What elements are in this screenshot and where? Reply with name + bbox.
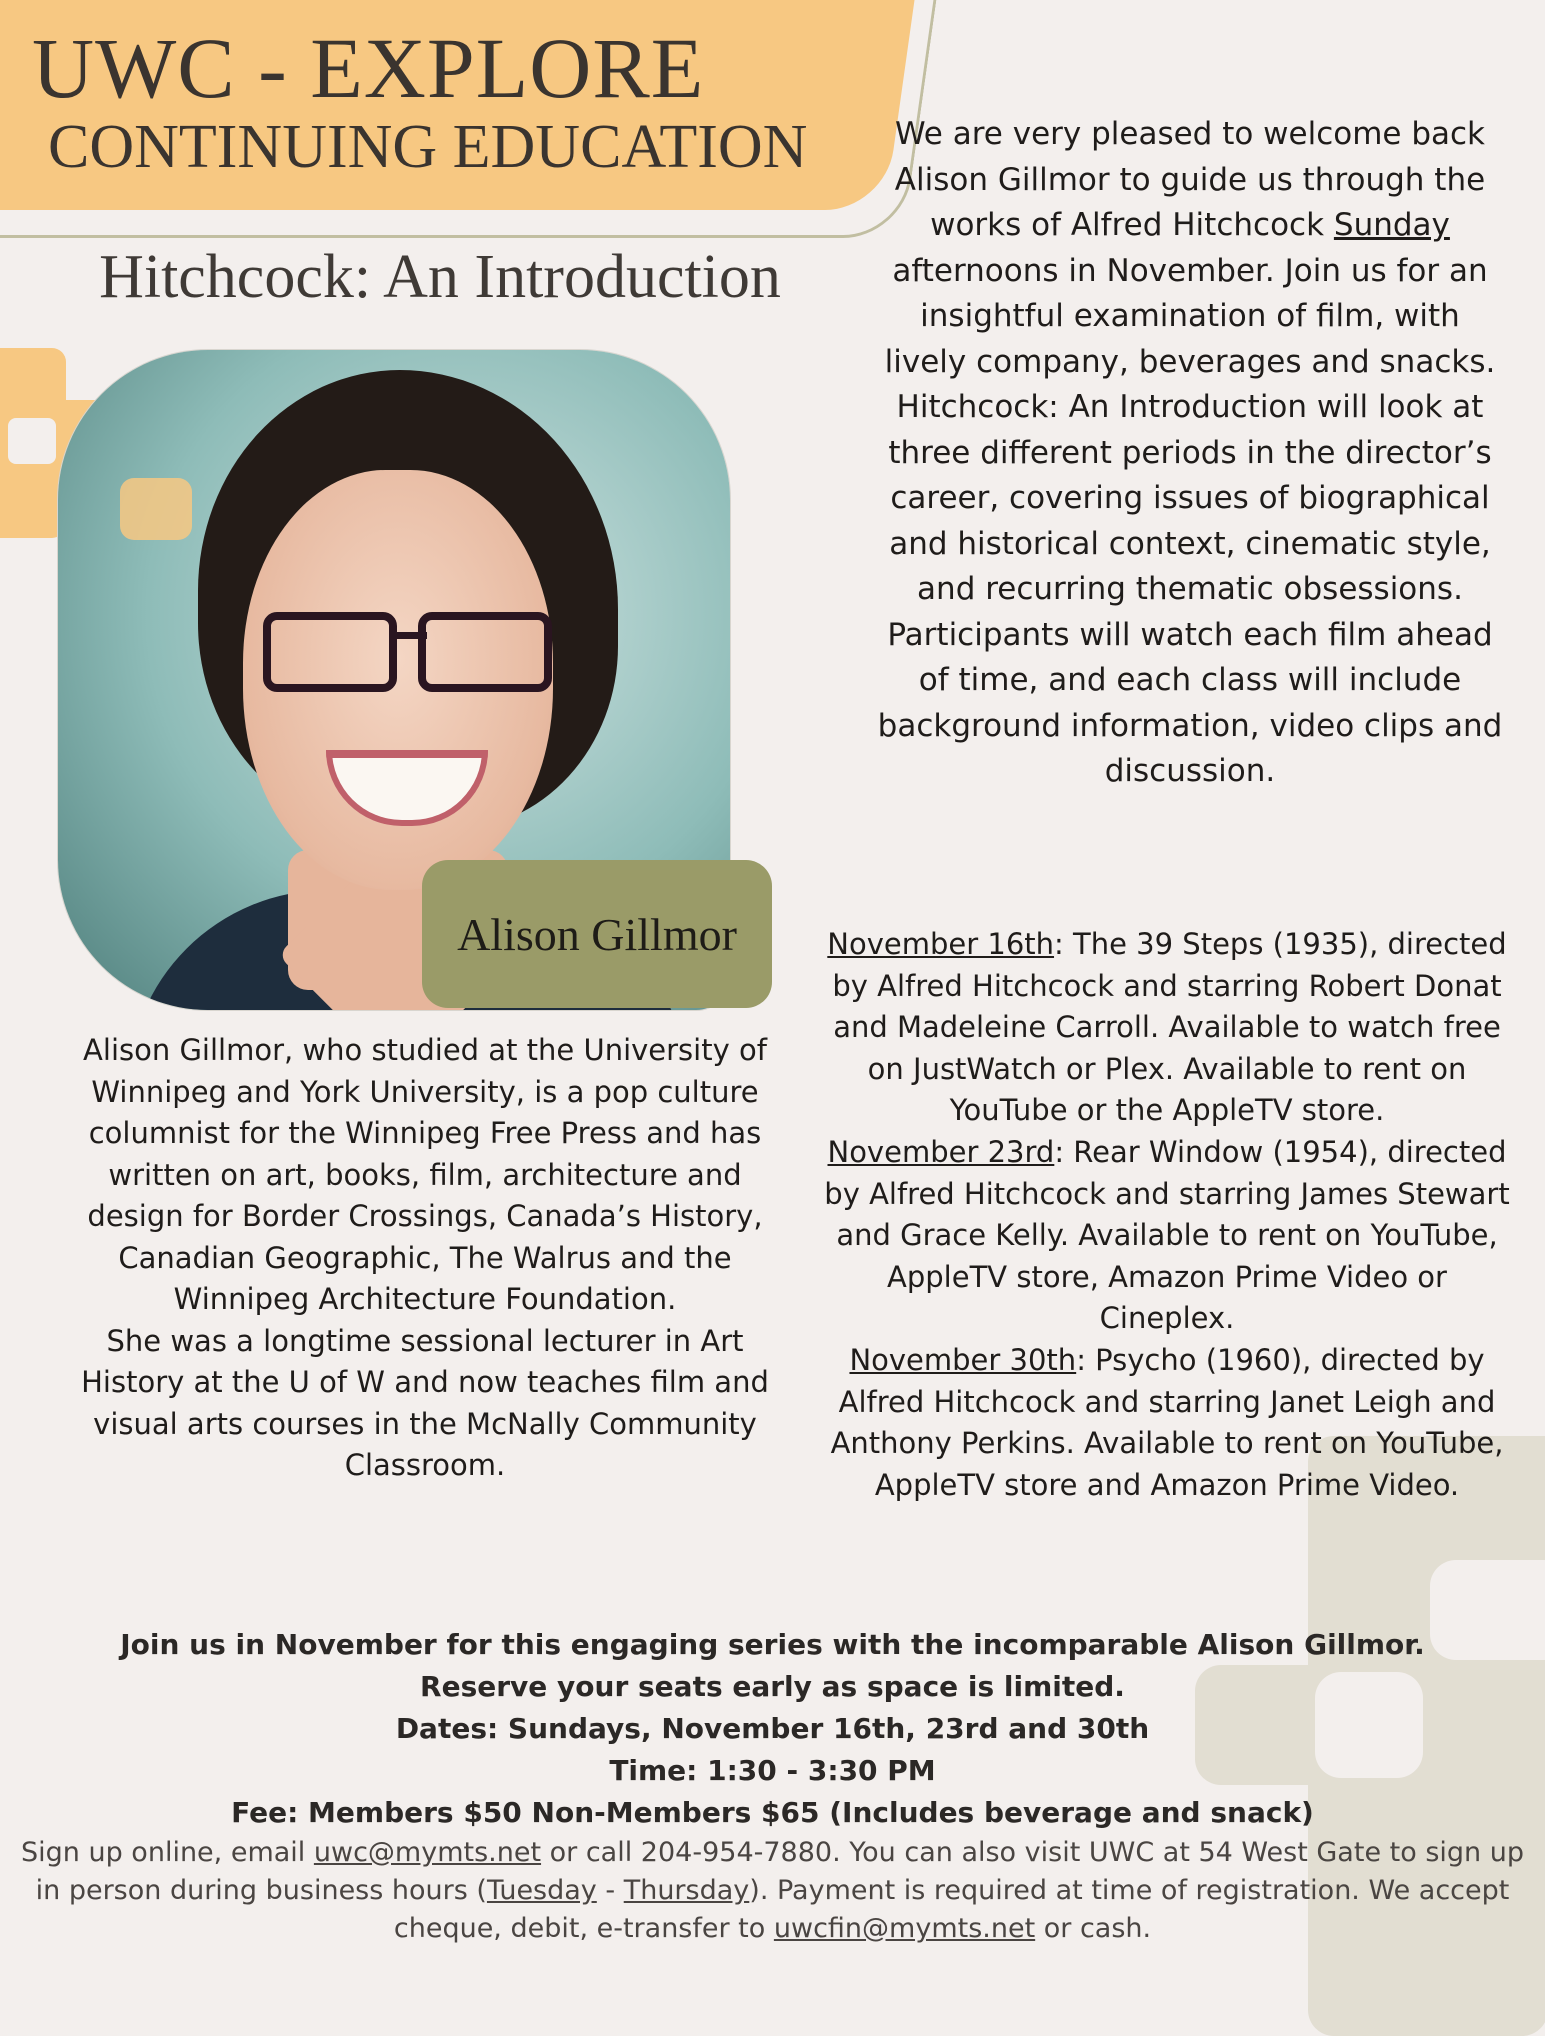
dates-line: Dates: Sundays, November 16th, 23rd and 30th [395, 1712, 1150, 1745]
instructor-name-tag: Alison Gillmor [422, 860, 772, 1008]
schedule-date: November 23rd [827, 1134, 1055, 1169]
etransfer-email-link[interactable]: uwcfin@mymts.net [773, 1913, 1036, 1944]
orange-pixel-overlay-2 [120, 478, 192, 540]
instructor-bio [70, 1030, 780, 1487]
pixel-hole [8, 418, 56, 464]
invite-line: Join us in November for this engaging series with the incomparable Alison Gillmor. [120, 1628, 1425, 1661]
film-schedule [822, 924, 1512, 1506]
fee-line: Fee: Members $50 Non-Members $65 (Includes beverage and snack) [231, 1796, 1314, 1829]
schedule-item: November 30th: Psycho (1960), directed by Alfred Hitchcock and starring Janet Leigh and Anthony Perkins. Available to rent on YouTube, AppleTV store and Amazon Prime Video. [830, 1342, 1504, 1502]
schedule-item: November 16th: The 39 Steps (1935), directed by Alfred Hitchcock and starring Robert Donat and Madeleine Carroll. Available to watch free on JustWatch or Plex. Available to rent on YouTube or the AppleTV store. [827, 927, 1507, 1128]
intro-paragraph-1: We are very pleased to welcome back Alison Gillmor to guide us through the works of Alfred Hitchcock Sunday afternoons in November. Join us for an insightful examination of film, with lively company, beverages and snacks. [884, 116, 1496, 380]
intro-paragraph-2: Hitchcock: An Introduction will look at three different periods in the director’s career, covering issues of biographical and historical context, cinematic style, and recurring thematic obsessions. Participants will watch each film ahead of time, and each class will include background information, video clips and discussion. [877, 389, 1503, 789]
day-tuesday: Tuesday [486, 1875, 597, 1906]
intro-day: Sunday [1333, 207, 1450, 243]
schedule-date: November 16th [827, 927, 1055, 961]
bio-paragraph-2: She was a longtime sessional lecturer in Art History at the U of W and now teaches film and visual arts courses in the McNally Community Classroom. [81, 1323, 769, 1482]
day-thursday: Thursday [623, 1875, 750, 1906]
schedule-item: November 23rd: Rear Window (1954), directed by Alfred Hitchcock and starring James Stewart and Grace Kelly. Available to rent on YouTube, AppleTV store, Amazon Prime Video or Cineplex. [824, 1134, 1510, 1336]
course-intro [875, 112, 1505, 795]
course-title: Hitchcock: An Introduction [99, 243, 781, 311]
header-subtitle: CONTINUING EDUCATION [48, 113, 808, 181]
email-link[interactable]: uwc@mymts.net [313, 1837, 542, 1868]
time-line: Time: 1:30 - 3:30 PM [609, 1754, 936, 1787]
schedule-date: November 30th [849, 1342, 1077, 1377]
event-details [40, 1624, 1505, 1834]
registration-info: Sign up online, email uwc@mymts.net or call 204-954-7880. You can also visit UWC at 54 West Gate to sign up in person during business hours (Tuesday - Thursday). Payment is required at time of registration. We accept cheque, debit, e-transfer to uwcfin@mymts.net or cash. [21, 1837, 1524, 1944]
reserve-line: Reserve your seats early as space is limited. [420, 1670, 1125, 1703]
header-title: UWC - EXPLORE [32, 20, 705, 116]
bio-paragraph-1: Alison Gillmor, who studied at the University of Winnipeg and York University, is a pop culture columnist for the Winnipeg Free Press and has written on art, books, film, architecture and design for Border Crossings, Canada’s History, Canadian Geographic, The Walrus and the Winnipeg Architecture Foundation. [83, 1033, 767, 1316]
